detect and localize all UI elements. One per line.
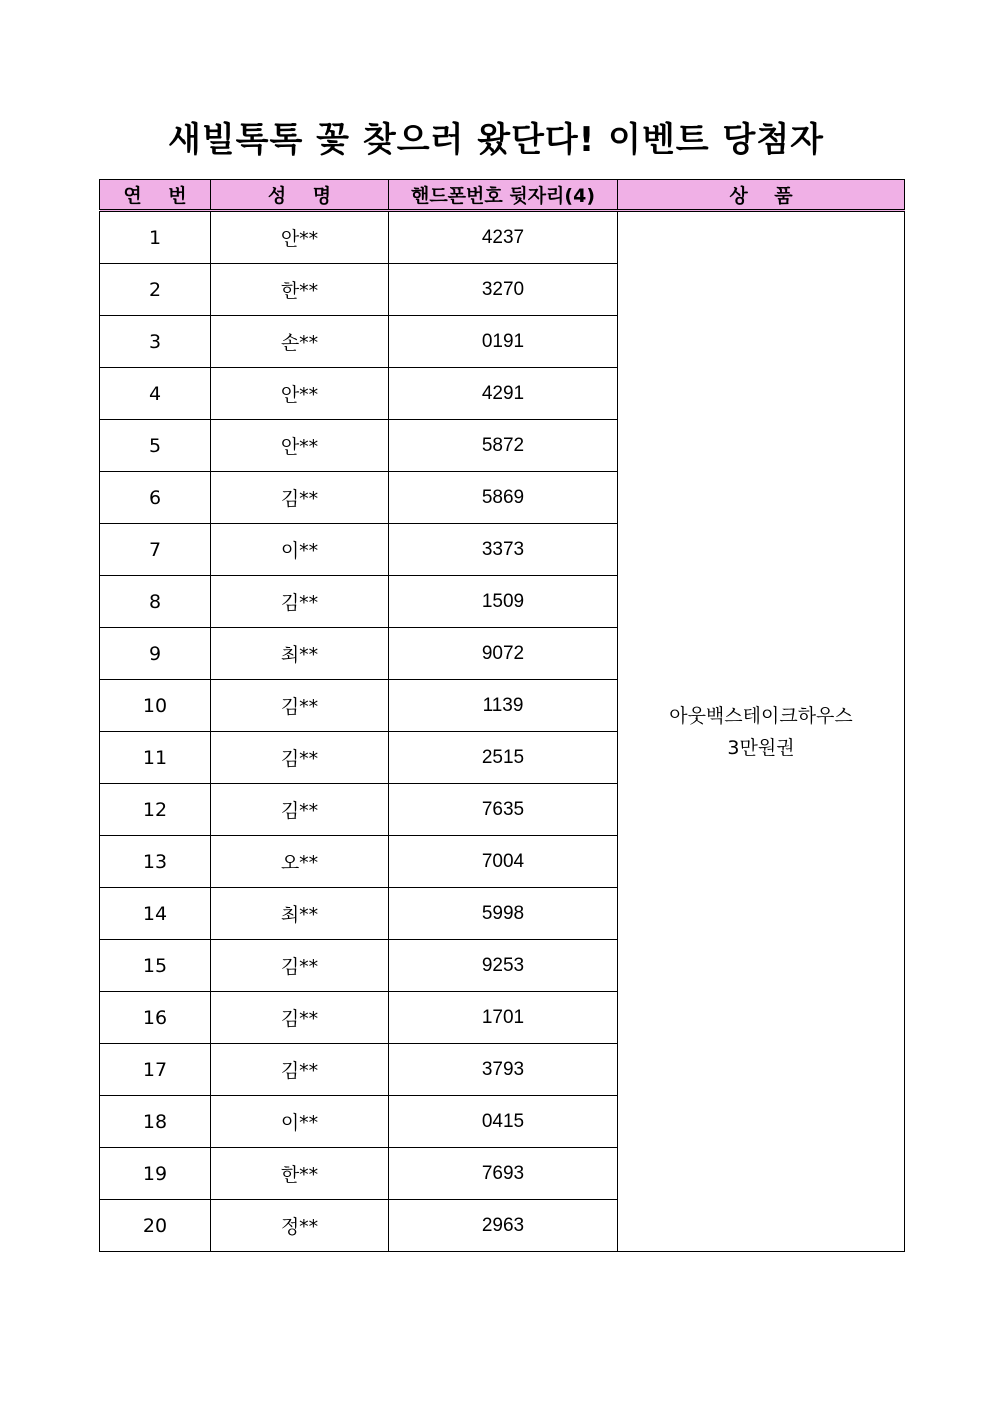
page-title: 새빌톡톡 꽃 찾으러 왔단다! 이벤트 당첨자 bbox=[167, 120, 825, 160]
row-phone: 4291 bbox=[389, 368, 618, 420]
row-number: 9 bbox=[100, 628, 211, 680]
row-phone: 7693 bbox=[389, 1148, 618, 1200]
row-number: 18 bbox=[100, 1096, 211, 1148]
row-name: 한** bbox=[211, 1148, 389, 1200]
row-name: 안** bbox=[211, 420, 389, 472]
row-phone: 3270 bbox=[389, 264, 618, 316]
row-name: 김** bbox=[211, 732, 389, 784]
prize-line1: 아웃백스테이크하우스 bbox=[669, 704, 853, 727]
row-number: 16 bbox=[100, 992, 211, 1044]
row-name: 김** bbox=[211, 576, 389, 628]
row-name: 오** bbox=[211, 836, 389, 888]
table-header-row bbox=[100, 180, 905, 211]
row-name: 김** bbox=[211, 992, 389, 1044]
row-phone: 1701 bbox=[389, 992, 618, 1044]
row-name: 김** bbox=[211, 940, 389, 992]
header-prize: 상 품 bbox=[618, 180, 905, 211]
row-name: 손** bbox=[211, 316, 389, 368]
row-number: 20 bbox=[100, 1200, 211, 1252]
row-name: 안** bbox=[211, 211, 389, 264]
row-phone: 0415 bbox=[389, 1096, 618, 1148]
row-phone: 9072 bbox=[389, 628, 618, 680]
row-number: 8 bbox=[100, 576, 211, 628]
row-phone: 2515 bbox=[389, 732, 618, 784]
row-number: 12 bbox=[100, 784, 211, 836]
header-no: 연 번 bbox=[100, 180, 211, 211]
row-number: 6 bbox=[100, 472, 211, 524]
row-phone: 4237 bbox=[389, 211, 618, 264]
row-name: 이** bbox=[211, 524, 389, 576]
row-phone: 3373 bbox=[389, 524, 618, 576]
row-name: 김** bbox=[211, 472, 389, 524]
row-name: 최** bbox=[211, 888, 389, 940]
row-phone: 5869 bbox=[389, 472, 618, 524]
row-phone: 7635 bbox=[389, 784, 618, 836]
header-phone: 핸드폰번호 뒷자리(4) bbox=[389, 180, 618, 211]
row-name: 김** bbox=[211, 1044, 389, 1096]
row-name: 김** bbox=[211, 680, 389, 732]
row-number: 11 bbox=[100, 732, 211, 784]
row-name: 최** bbox=[211, 628, 389, 680]
prize-cell bbox=[618, 211, 905, 1252]
row-number: 1 bbox=[100, 211, 211, 264]
row-number: 19 bbox=[100, 1148, 211, 1200]
row-name: 김** bbox=[211, 784, 389, 836]
winners-table bbox=[99, 179, 905, 1252]
row-name: 이** bbox=[211, 1096, 389, 1148]
row-name: 한** bbox=[211, 264, 389, 316]
row-number: 4 bbox=[100, 368, 211, 420]
row-phone: 0191 bbox=[389, 316, 618, 368]
row-number: 17 bbox=[100, 1044, 211, 1096]
row-phone: 1139 bbox=[389, 680, 618, 732]
row-number: 3 bbox=[100, 316, 211, 368]
row-number: 13 bbox=[100, 836, 211, 888]
row-number: 15 bbox=[100, 940, 211, 992]
row-number: 2 bbox=[100, 264, 211, 316]
header-name: 성 명 bbox=[211, 180, 389, 211]
row-number: 7 bbox=[100, 524, 211, 576]
row-phone: 5872 bbox=[389, 420, 618, 472]
row-phone: 1509 bbox=[389, 576, 618, 628]
row-phone: 2963 bbox=[389, 1200, 618, 1252]
table-row bbox=[100, 211, 905, 264]
row-phone: 5998 bbox=[389, 888, 618, 940]
row-number: 5 bbox=[100, 420, 211, 472]
row-name: 정** bbox=[211, 1200, 389, 1252]
prize-line2: 3만원권 bbox=[727, 736, 795, 759]
row-number: 10 bbox=[100, 680, 211, 732]
row-number: 14 bbox=[100, 888, 211, 940]
row-phone: 3793 bbox=[389, 1044, 618, 1096]
table-body bbox=[100, 211, 905, 1252]
row-phone: 7004 bbox=[389, 836, 618, 888]
row-name: 안** bbox=[211, 368, 389, 420]
row-phone: 9253 bbox=[389, 940, 618, 992]
